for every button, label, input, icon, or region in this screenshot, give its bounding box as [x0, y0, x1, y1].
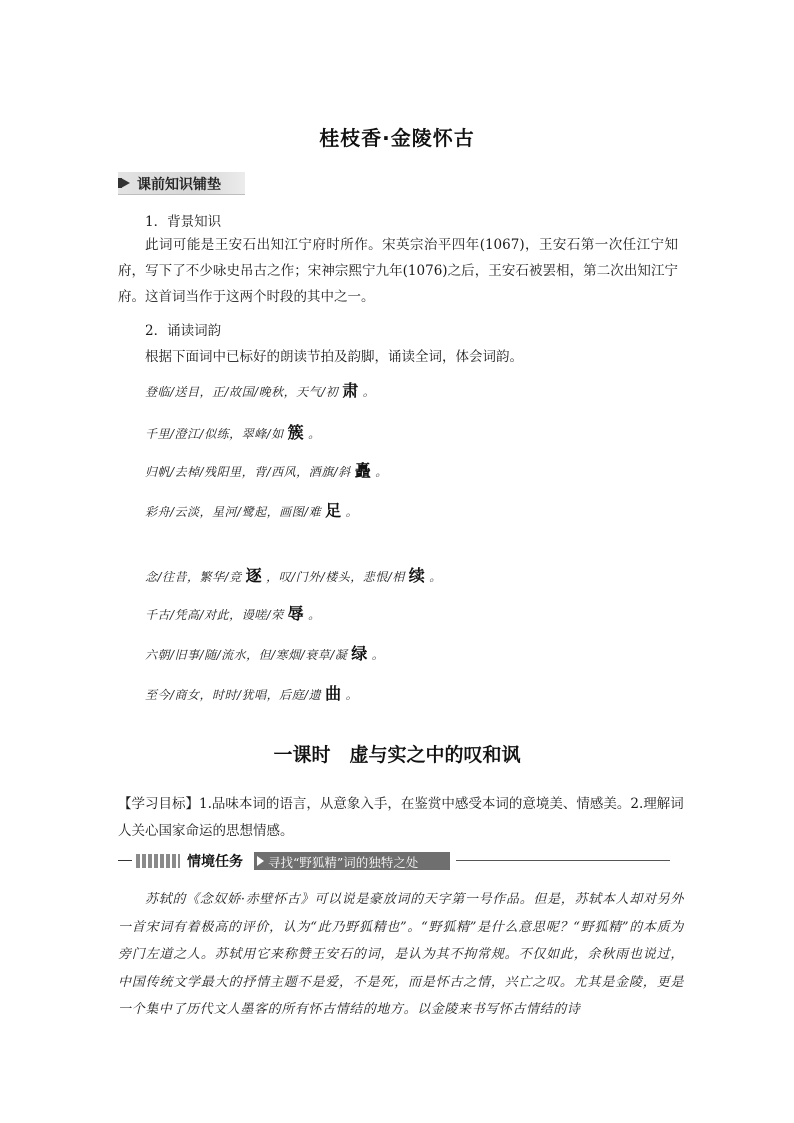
background-heading: 1．背景知识 [145, 214, 222, 230]
task-header [118, 851, 670, 871]
learning-goals-label: 【学习目标】 [118, 796, 199, 812]
arrow-right-icon [121, 178, 130, 188]
poem-line: 千古/凭高/对此，谩嗟/荣 辱 。 [145, 604, 321, 623]
poem-line-text: 念/往昔，繁华/竞 [145, 570, 242, 584]
divider-rule [456, 860, 670, 861]
learning-goals [118, 791, 684, 845]
rhyme-char: 足 [325, 501, 342, 520]
poem-line: 念/往昔，繁华/竞 逐 ，叹/门外/楼头，悲恨/相 续 。 [145, 566, 442, 585]
rhyme-char: 簇 [287, 423, 305, 442]
task-banner-text: 寻找“野狐精”词的独特之处 [268, 855, 419, 870]
poem-line-text: 归帆/去棹/残阳里，背/西风，酒旗/斜 [145, 465, 351, 479]
poem-line: 千里/澄江/似练，翠峰/如 簇 。 [145, 423, 321, 442]
rhyme-char: 曲 [325, 684, 342, 703]
pre-class-section-tag [118, 172, 245, 195]
recitation-instruction: 根据下面词中已标好的朗读节拍及韵脚，诵读全词，体会词韵。 [145, 349, 523, 365]
rhyme-char: 辱 [287, 604, 305, 623]
lesson-title: 一课时 虚与实之中的叹和讽 [273, 744, 521, 766]
rhyme-char: 续 [408, 566, 426, 585]
poem-line-text: 千古/凭高/对此，谩嗟/荣 [145, 608, 284, 622]
task-banner [254, 852, 450, 870]
story-paragraph: 苏轼的《念奴娇·赤壁怀古》可以说是豪放词的天字第一号作品。但是，苏轼本人却对另外一首宋词有着极高的评价，认为“此乃野狐精也”。“野狐精”是什么意思呢？“野狐精”的本质为旁门左道之人。苏轼用它来称赞王安石的词，是认为其不拘常规。不仅如此，余秋雨也说过，中国传统文学最大的抒情主题不是爱，不是死，而是怀古之情，兴亡之叹。尤其是金陵，更是一个集中了历代文人墨客的所有怀古情结的地方。以金陵来书写怀古情结的诗 [118, 892, 684, 1017]
learning-goals-text: 1.品味本词的语言，从意象入手，在鉴赏中感受本词的意境美、情感美。2.理解词人关心国家命运的思想情感。 [118, 796, 684, 839]
poem-line-text: 至今/商女，时时/犹唱，后庭/遗 [145, 688, 322, 702]
recitation-heading: 2．诵读词韵 [145, 323, 222, 339]
rhyme-char: 矗 [354, 461, 372, 480]
rhyme-char: 绿 [351, 644, 368, 663]
poem-line: 至今/商女，时时/犹唱，后庭/遗 曲 。 [145, 684, 359, 703]
page-title: 桂枝香·金陵怀古 [319, 126, 475, 150]
rhyme-char: 逐 [245, 566, 263, 585]
poem-line-text: 登临/送目，正/故国/晚秋，天气/初 [145, 385, 339, 399]
decorative-blocks-icon [136, 854, 180, 868]
divider-dash [118, 860, 132, 861]
poem-line-text: 千里/澄江/似练，翠峰/如 [145, 427, 284, 441]
task-label: 情境任务 [187, 854, 243, 870]
poem-line-text: 彩舟/云淡，星河/鹭起，画图/难 [145, 505, 322, 519]
poem-line: 彩舟/云淡，星河/鹭起，画图/难 足 。 [145, 501, 359, 520]
poem-line-text: 六朝/旧事/随/流水，但/寒烟/衰草/凝 [145, 648, 348, 662]
rhyme-char: 肃 [342, 381, 359, 400]
arrow-right-icon [257, 856, 264, 866]
poem-line: 归帆/去棹/残阳里，背/西风，酒旗/斜 矗 。 [145, 461, 388, 480]
poem-line: 六朝/旧事/随/流水，但/寒烟/衰草/凝 绿 。 [145, 644, 385, 663]
background-text: 此词可能是王安石出知江宁府时所作。宋英宗治平四年(1067)，王安石第一次任江宁知府，写下了不少咏史吊古之作；宋神宗熙宁九年(1076)之后，王安石被罢相，第二次出知江宁府。这首词当作于这两个时段的其中之一。 [118, 237, 678, 305]
poem-line: 登临/送目，正/故国/晚秋，天气/初 肃 。 [145, 381, 376, 400]
section-tag-label: 课前知识铺垫 [137, 177, 221, 193]
